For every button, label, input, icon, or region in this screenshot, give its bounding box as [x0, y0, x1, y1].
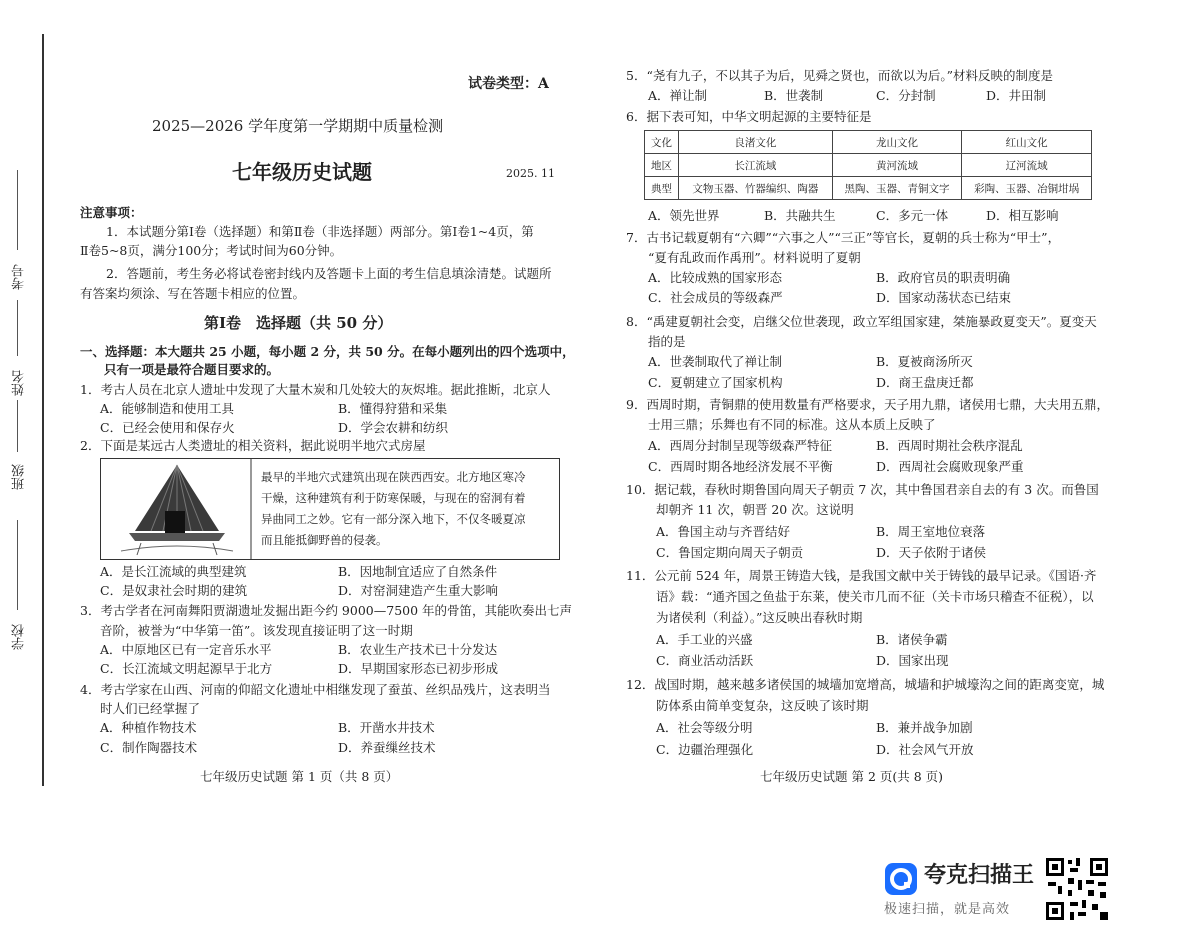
q11-option-d: D．国家出现	[876, 653, 949, 668]
q8-option-b: B．夏被商汤所灭	[876, 354, 973, 369]
page-2-footer: 七年级历史试题 第 2 页(共 8 页)	[760, 769, 944, 784]
q2-option-b: B．因地制宜适应了自然条件	[338, 564, 498, 579]
table-row	[645, 177, 1092, 200]
q12-option-a: A．社会等级分明	[656, 720, 753, 735]
q7-stem-line1: 7．古书记载夏朝有“六卿”“六事之人”“三正”等官长，夏朝的兵士称为“甲士”，	[626, 230, 1061, 245]
q7-option-c: C．社会成员的等级森严	[648, 290, 783, 305]
q7-option-d: D．国家动荡状态已结束	[876, 290, 1012, 305]
q10-option-b: B．周王室地位衰落	[876, 524, 986, 539]
table-cell: 龙山文化	[832, 131, 962, 154]
q9-option-b: B．西周时期社会秩序混乱	[876, 438, 1023, 453]
exam-date: 2025. 11	[506, 167, 555, 180]
quark-logo-icon	[884, 862, 918, 896]
exam-type: 试卷类型：A	[468, 76, 549, 92]
q9-option-d: D．西周社会腐败现象严重	[876, 459, 1024, 474]
q3-stem-line2: 音阶，被誉为“中华第一笛”。该发现直接证明了这一时期	[100, 623, 413, 638]
q8-stem-line1: 8．“禹建夏朝社会变，启继父位世袭现，政立军组国家建，桀施暴政夏变天”。夏变天	[626, 314, 1097, 329]
q1-option-d: D．学会农耕和纺织	[338, 420, 449, 435]
q8-option-a: A．世袭制取代了禅让制	[648, 354, 783, 369]
table-row	[645, 131, 1092, 154]
q11-stem-line3: 为诸侯利（利益）。”这反映出春秋时期	[656, 610, 863, 625]
q1-option-c: C．已经会使用和保存火	[100, 420, 235, 435]
q5-option-b: B．世袭制	[764, 88, 824, 103]
q4-option-c: C．制作陶器技术	[100, 740, 198, 755]
label-class: 班级	[12, 464, 27, 490]
q12-stem-line1: 12．战国时期，越来越多诸侯国的城墙加宽增高，城墙和护城壕沟之间的距离变宽，城	[626, 677, 1105, 692]
section-title: 第Ⅰ卷 选择题（共 50 分）	[204, 314, 393, 332]
label-exam-number: 考号	[12, 264, 27, 290]
table-cell: 良渚文化	[679, 131, 833, 154]
q11-stem-line1: 11．公元前 524 年，周景王铸造大钱，是我国文献中关于铸钱的最早记录。《国语·齐	[626, 568, 1097, 583]
q6-option-d: D．相互影响	[986, 208, 1059, 223]
exam-title-main: 七年级历史试题	[232, 160, 372, 184]
q11-option-a: A．手工业的兴盛	[656, 632, 753, 647]
q4-stem-line1: 4．考古学家在山西、河南的仰韶文化遗址中相继发现了蚕茧、丝织品残片，这表明当	[80, 682, 551, 697]
q12-option-b: B．兼并战争加剧	[876, 720, 973, 735]
q3-option-d: D．早期国家形态已初步形成	[338, 661, 499, 676]
blank-exam-number	[17, 170, 18, 250]
q11-option-b: B．诸侯争霸	[876, 632, 948, 647]
scanner-brand: 夸克扫描王	[924, 863, 1035, 888]
q12-stem-line2: 防体系由简单变复杂，这反映了该时期	[656, 698, 869, 713]
table-cell: 黄河流域	[832, 154, 962, 177]
q5-stem: 5．“尧有九子，不以其子为后，见舜之贤也，而欲以为后。”材料反映的制度是	[626, 68, 1053, 83]
table-cell: 黑陶、玉器、青铜文字	[832, 177, 962, 200]
q2-option-d: D．对窑洞建造产生重大影响	[338, 583, 499, 598]
label-school: 学校	[12, 624, 27, 650]
table-cell: 辽河流域	[962, 154, 1092, 177]
q6-option-a: A．领先世界	[648, 208, 720, 223]
q4-option-d: D．养蚕缫丝技术	[338, 740, 436, 755]
q2-material-box	[100, 458, 560, 560]
hut-illustration	[101, 459, 253, 559]
q2-box-line2: 干燥，这种建筑有利于防寒保暖，与现在的窑洞有着	[261, 491, 526, 505]
qr-code-icon	[1044, 856, 1110, 922]
q2-stem: 2．下面是某远古人类遗址的相关资料，据此说明半地穴式房屋	[80, 438, 426, 453]
q11-option-c: C．商业活动活跃	[656, 653, 754, 668]
q10-option-a: A．鲁国主动与齐晋结好	[656, 524, 791, 539]
q2-option-c: C．是奴隶社会时期的建筑	[100, 583, 248, 598]
q5-option-a: A．禅让制	[648, 88, 708, 103]
q6-option-b: B．共融共生	[764, 208, 836, 223]
q8-option-c: C．夏朝建立了国家机构	[648, 375, 783, 390]
instructions-line2: 只有一项是最符合题目要求的。	[104, 362, 280, 377]
q3-option-c: C．长江流域文明起源早于北方	[100, 661, 273, 676]
table-cell: 彩陶、玉器、冶铜坩埚	[962, 177, 1092, 200]
q7-option-b: B．政府官员的职责明确	[876, 270, 1011, 285]
q1-option-b: B．懂得狩猎和采集	[338, 401, 448, 416]
q5-option-c: C．分封制	[876, 88, 936, 103]
q7-option-a: A．比较成熟的国家形态	[648, 270, 783, 285]
q10-option-c: C．鲁国定期向周天子朝贡	[656, 545, 804, 560]
q9-option-c: C．西周时期各地经济发展不平衡	[648, 459, 833, 474]
q9-stem-line1: 9．西周时期，青铜鼎的使用数量有严格要求，天子用九鼎，诸侯用七鼎，大夫用五鼎，	[626, 397, 1109, 412]
note-1-line1: 1．本试题分第Ⅰ卷（选择题）和第Ⅱ卷（非选择题）两部分。第Ⅰ卷1~4页，第	[106, 224, 534, 239]
q7-stem-line2: “夏有乱政而作禹刑”。材料说明了夏朝	[648, 250, 861, 265]
binding-line	[42, 34, 44, 786]
q3-stem-line1: 3．考古学者在河南舞阳贾湖遗址发掘出距今约 9000—7500 年的骨笛，其能吹奏出七声	[80, 603, 573, 618]
blank-school	[17, 520, 18, 610]
note-2-line1: 2．答题前，考生务必将试卷密封线内及答题卡上面的考生信息填涂清楚。试题所	[106, 266, 552, 281]
q9-stem-line2: 士用三鼎；乐舞也有不同的标准。这从本质上反映了	[648, 417, 936, 432]
q4-stem-line2: 时人们已经掌握了	[100, 701, 201, 716]
q8-option-d: D．商王盘庚迁都	[876, 375, 974, 390]
q4-option-b: B．开凿水井技术	[338, 720, 435, 735]
q12-option-c: C．边疆治理强化	[656, 742, 754, 757]
table-row	[645, 154, 1092, 177]
q6-option-c: C．多元一体	[876, 208, 949, 223]
q2-box-line4: 而且能抵御野兽的侵袭。	[261, 533, 388, 547]
table-cell: 文物玉器、竹器编织、陶器	[679, 177, 833, 200]
q3-option-a: A．中原地区已有一定音乐水平	[100, 642, 272, 657]
q1-option-a: A．能够制造和使用工具	[100, 401, 235, 416]
instructions-line1: 一、选择题：本大题共 25 小题，每小题 2 分，共 50 分。在每小题列出的四个选项中，	[80, 344, 575, 359]
notes-heading: 注意事项：	[80, 205, 143, 220]
table-cell: 长江流域	[679, 154, 833, 177]
note-2-line2: 有答案均须涂、写在答题卡相应的位置。	[80, 286, 306, 301]
q2-box-line1: 最早的半地穴式建筑出现在陕西西安。北方地区寒冷	[261, 470, 526, 484]
blank-name	[17, 300, 18, 356]
q5-option-d: D．井田制	[986, 88, 1047, 103]
scanner-slogan: 极速扫描，就是高效	[884, 902, 1011, 917]
blank-class	[17, 400, 18, 452]
label-name: 姓名	[12, 370, 27, 396]
q2-box-line3: 异曲同工之妙。它有一部分深入地下，不仅冬暖夏凉	[261, 512, 526, 526]
table-cell: 地区	[645, 154, 679, 177]
q2-option-a: A．是长江流域的典型建筑	[100, 564, 247, 579]
q1-stem: 1．考古人员在北京人遗址中发现了大量木炭和几处较大的灰烬堆。据此推断，北京人	[80, 382, 551, 397]
q10-option-d: D．天子依附于诸侯	[876, 545, 987, 560]
table-cell: 文化	[645, 131, 679, 154]
table-cell: 红山文化	[962, 131, 1092, 154]
page-1-footer: 七年级历史试题 第 1 页（共 8 页）	[200, 769, 399, 784]
q12-option-d: D．社会风气开放	[876, 742, 974, 757]
table-cell: 典型	[645, 177, 679, 200]
q8-stem-line2: 指的是	[648, 334, 686, 349]
q11-stem-line2: 语》载：“通齐国之鱼盐于东莱，使关市几而不征（关卡市场只稽查不征税），以	[656, 589, 1094, 604]
q6-stem: 6．据下表可知，中华文明起源的主要特征是	[626, 109, 872, 124]
q10-stem-line2: 却朝齐 11 次，朝晋 20 次。这说明	[656, 502, 854, 517]
note-1-line2: Ⅱ卷5~8页，满分100分；考试时间为60分钟。	[80, 243, 343, 258]
q3-option-b: B．农业生产技术已十分发达	[338, 642, 498, 657]
q10-stem-line1: 10．据记载，春秋时期鲁国向周天子朝贡 7 次，其中鲁国君亲自去的有 3 次。而鲁国	[626, 482, 1099, 497]
exam-title-line1: 2025—2026 学年度第一学期期中质量检测	[152, 117, 444, 135]
q4-option-a: A．种植作物技术	[100, 720, 197, 735]
q6-culture-table	[644, 130, 1092, 200]
q9-option-a: A．西周分封制呈现等级森严特征	[648, 438, 833, 453]
